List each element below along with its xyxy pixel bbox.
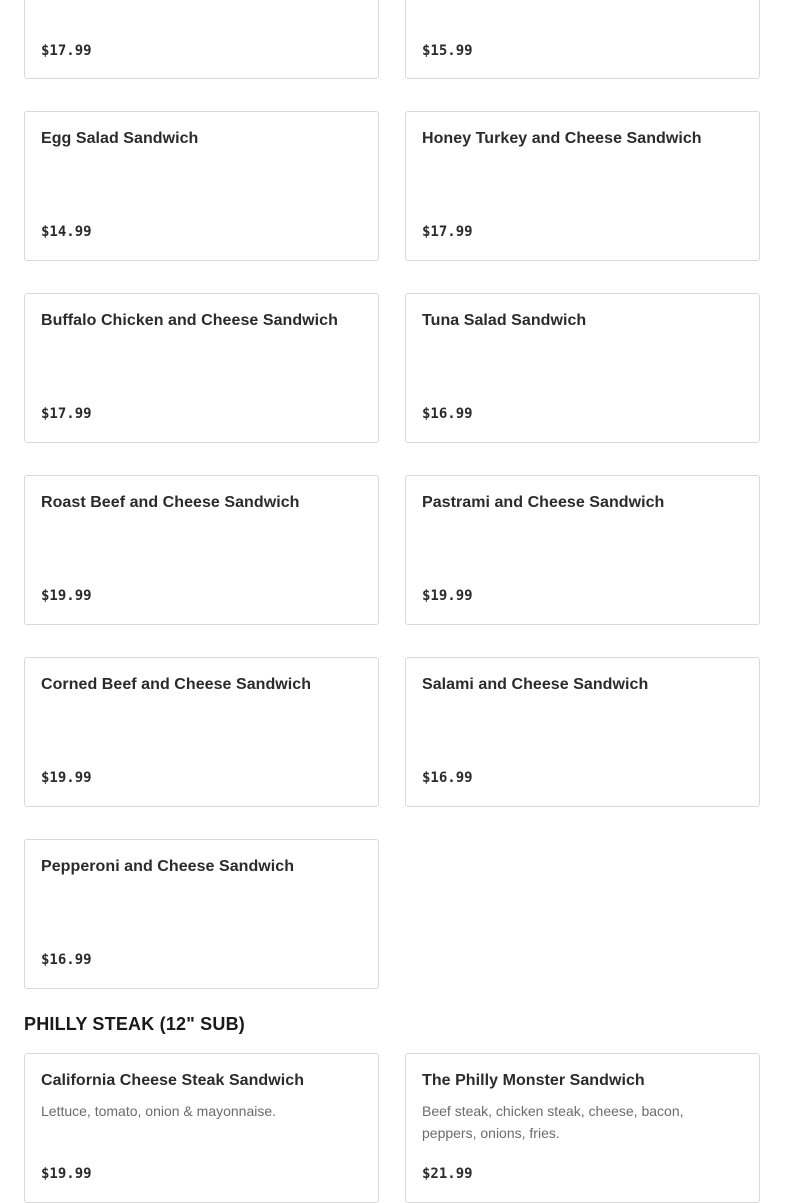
menu-item-card-california-cheese-steak[interactable]: [24, 1053, 379, 1203]
item-name: Pastrami and Cheese Sandwich: [422, 494, 665, 511]
menu-item-card-roast-beef[interactable]: [24, 475, 379, 625]
menu-item-card-honey-turkey[interactable]: [405, 111, 760, 261]
item-description: Lettuce, tomato, onion & mayonnaise.: [41, 1103, 277, 1119]
menu-item-card-philly-monster[interactable]: [405, 1053, 760, 1203]
menu-item-card-pepperoni[interactable]: [24, 839, 379, 989]
item-price: $16.99: [422, 406, 473, 422]
item-price: $15.99: [422, 43, 473, 59]
item-price: $21.99: [422, 1166, 473, 1182]
menu-item-card-tuna-salad[interactable]: [405, 293, 760, 443]
menu-item-card-buffalo-chicken[interactable]: [24, 293, 379, 443]
item-price: $16.99: [41, 952, 92, 968]
menu-item-card-salami[interactable]: [405, 657, 760, 807]
menu-item-card-corned-beef[interactable]: [24, 657, 379, 807]
menu-item-card[interactable]: [405, 0, 760, 79]
menu-item-card-pastrami[interactable]: [405, 475, 760, 625]
item-price: $17.99: [41, 43, 92, 59]
item-price: $16.99: [422, 770, 473, 786]
item-name: Honey Turkey and Cheese Sandwich: [422, 130, 702, 147]
menu-item-card-egg-salad[interactable]: [24, 111, 379, 261]
item-price: $17.99: [41, 406, 92, 422]
item-name: Roast Beef and Cheese Sandwich: [41, 494, 300, 511]
item-price: $17.99: [422, 224, 473, 240]
item-price: $19.99: [41, 1166, 92, 1182]
item-description: Beef steak, chicken steak, cheese, bacon, peppers, onions, fries.: [422, 1103, 684, 1141]
menu-item-card[interactable]: [24, 0, 379, 79]
item-name: Tuna Salad Sandwich: [422, 312, 587, 329]
item-price: $19.99: [41, 770, 92, 786]
item-price: $14.99: [41, 224, 92, 240]
item-name: The Philly Monster Sandwich: [422, 1072, 645, 1089]
item-name: Pepperoni and Cheese Sandwich: [41, 858, 295, 875]
item-name: Egg Salad Sandwich: [41, 130, 199, 147]
item-name: California Cheese Steak Sandwich: [41, 1072, 305, 1089]
section-title-philly-steak: PHILLY STEAK (12" SUB): [24, 1014, 245, 1034]
item-name: Salami and Cheese Sandwich: [422, 676, 649, 693]
item-name: Corned Beef and Cheese Sandwich: [41, 676, 312, 693]
item-price: $19.99: [41, 588, 92, 604]
item-name: Buffalo Chicken and Cheese Sandwich: [41, 312, 338, 329]
item-price: $19.99: [422, 588, 473, 604]
